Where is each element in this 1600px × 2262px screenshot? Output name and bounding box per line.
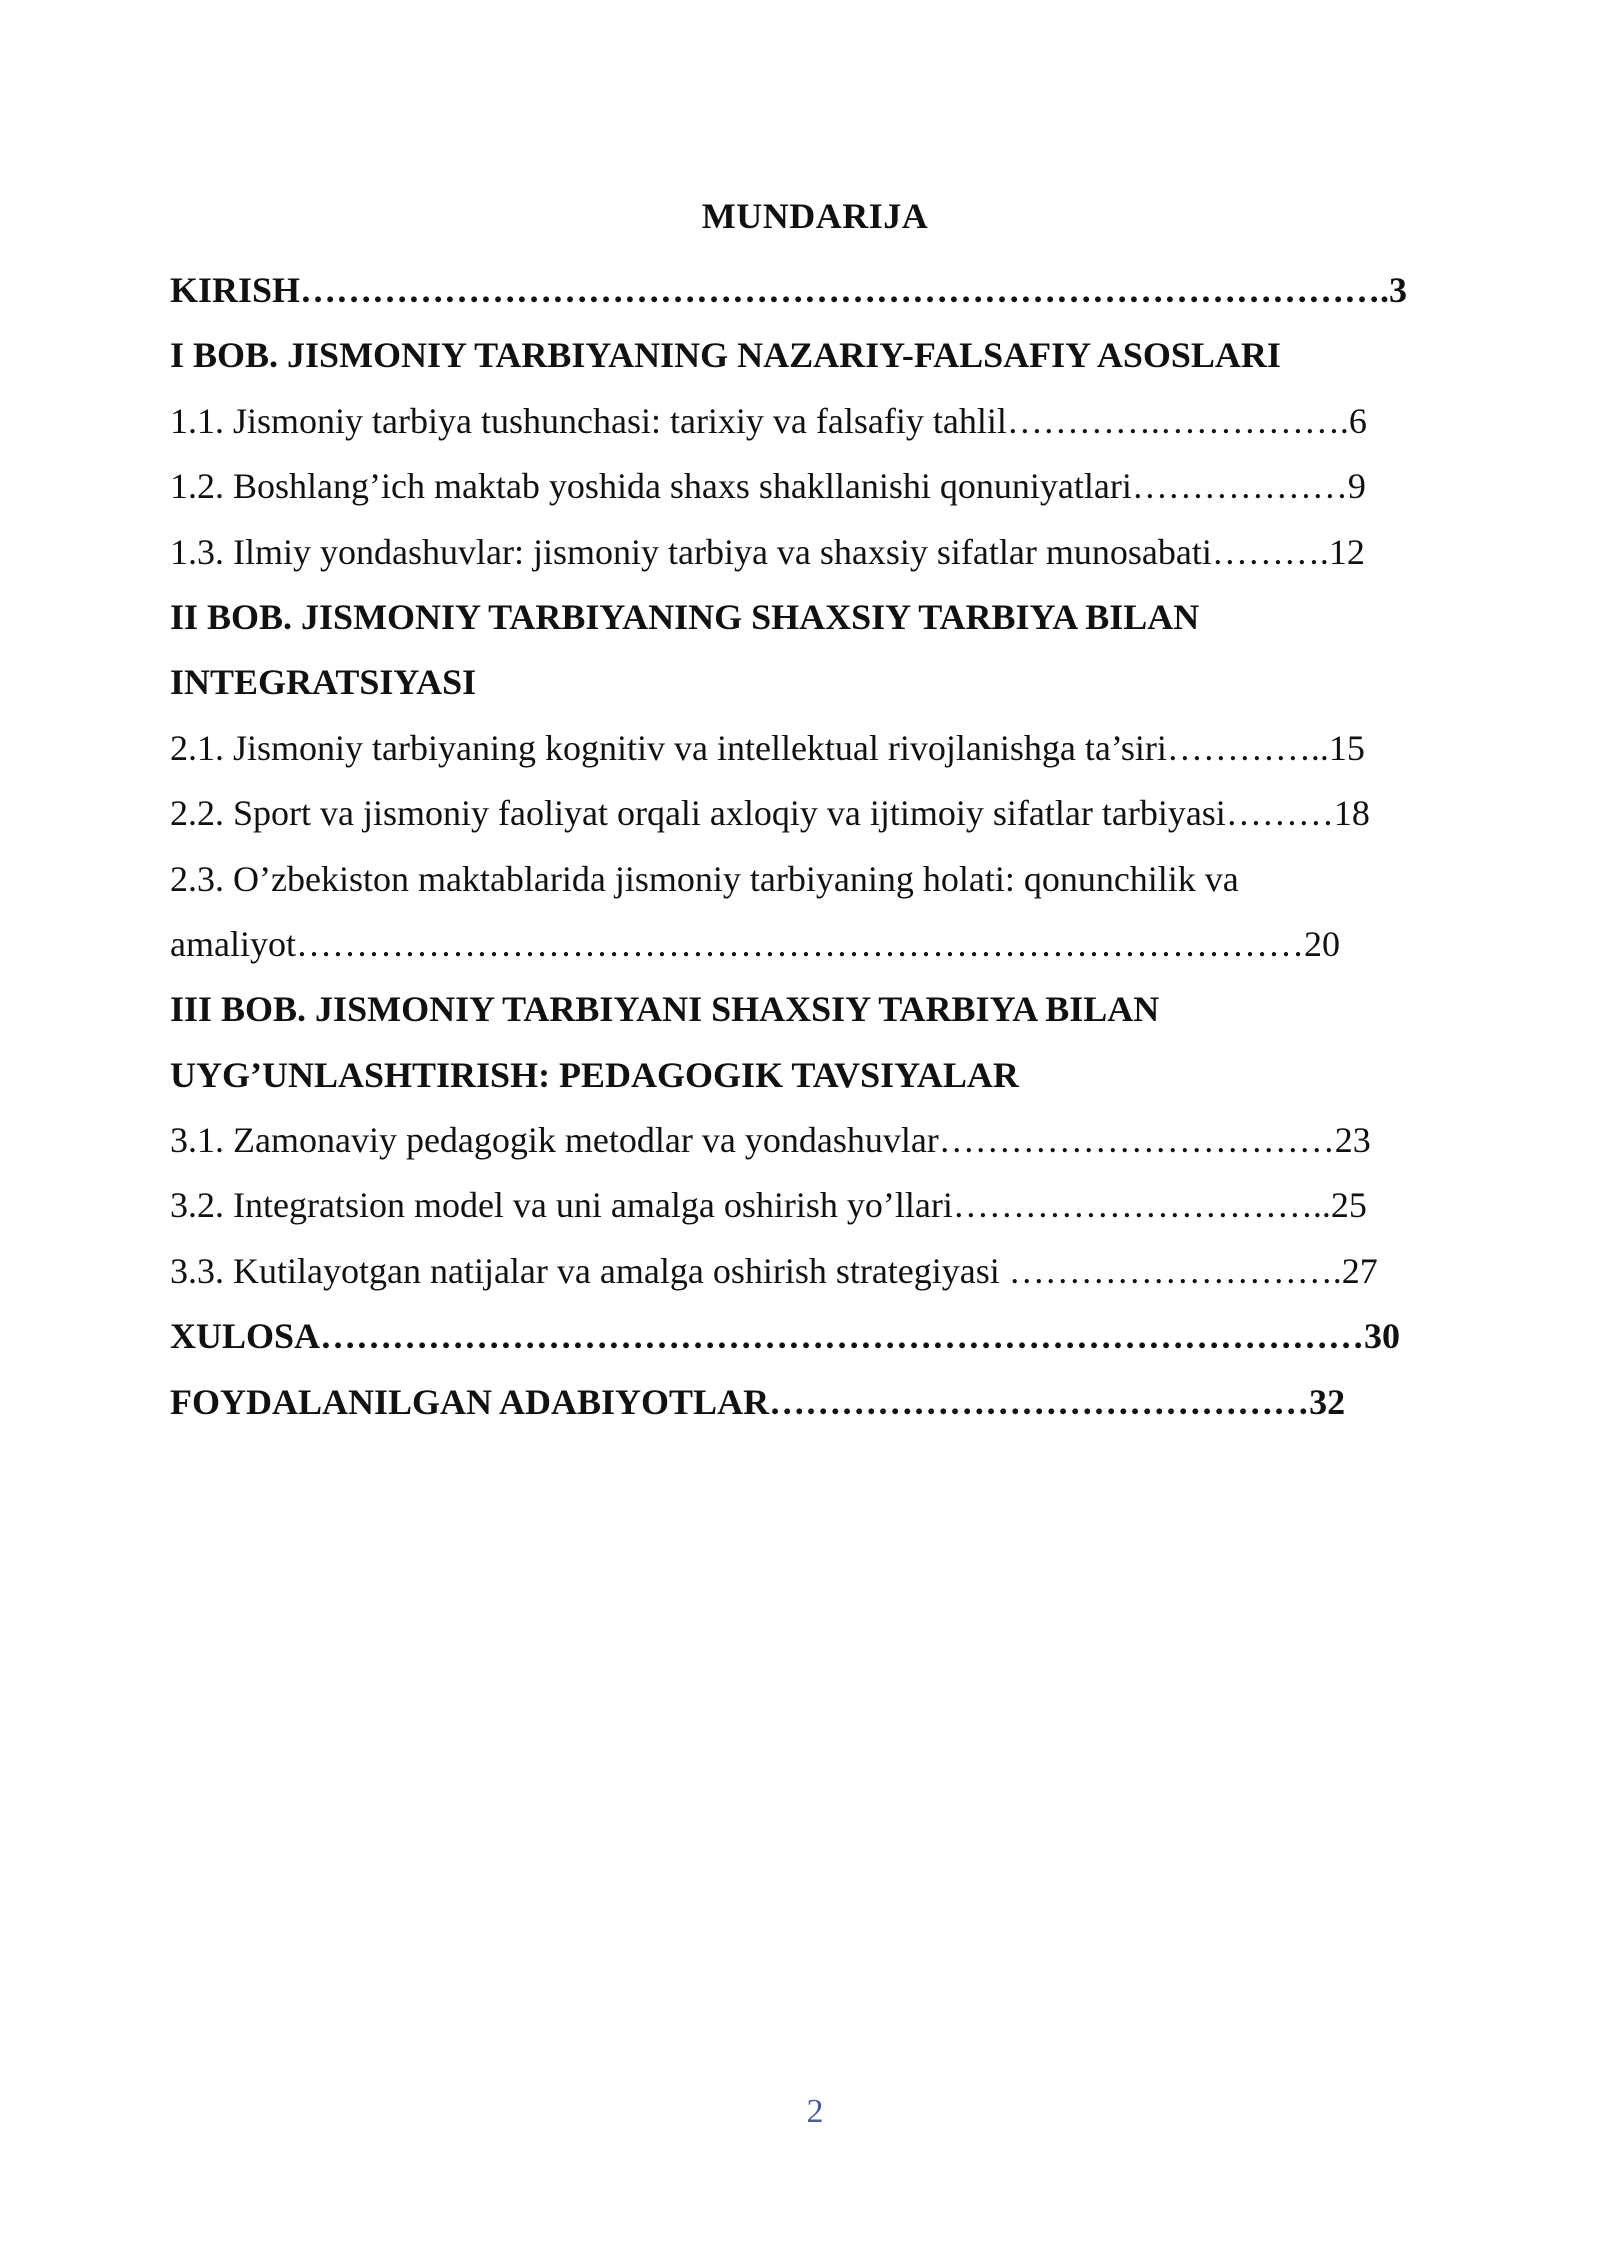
toc-chapter-2-title-line-1: II BOB. JISMONIY TARBIYANING SHAXSIY TARBIYA BILAN bbox=[170, 596, 1200, 637]
toc-entry-kirish: KIRISH……………………………………………………………………………….3 bbox=[170, 270, 1408, 310]
toc-chapter-3-title-line-2: UYG’UNLASHTIRISH: PEDAGOGIK TAVSIYALAR bbox=[170, 1054, 1019, 1095]
table-of-contents bbox=[170, 258, 1436, 1435]
toc-heading: MUNDARIJA bbox=[701, 196, 929, 236]
toc-entry-2-1: 2.1. Jismoniy tarbiyaning kognitiv va intellektual rivojlanishga ta’siri…………..15 bbox=[170, 727, 1365, 768]
toc-entry-3-1: 3.1. Zamonaviy pedagogik metodlar va yondashuvlar……………………………23 bbox=[170, 1120, 1371, 1161]
toc-entry-2-3-line-2: amaliyot…………………………………………………………………………20 bbox=[170, 923, 1340, 964]
page-number: 2 bbox=[806, 2093, 824, 2130]
toc-entry-xulosa: XULOSA……………………………………………………………………………30 bbox=[170, 1316, 1401, 1357]
toc-entry-1-2: 1.2. Boshlang’ich maktab yoshida shaxs shakllanishi qonuniyatlari………………9 bbox=[170, 466, 1366, 507]
toc-entry-1-1: 1.1. Jismoniy tarbiya tushunchasi: tarixiy va falsafiy tahlil………….…………….6 bbox=[170, 400, 1367, 441]
toc-entry-3-3: 3.3. Kutilayotgan natijalar va amalga oshirish strategiyasi ……………………….27 bbox=[170, 1250, 1378, 1291]
toc-chapter-3-title-line-1: III BOB. JISMONIY TARBIYANI SHAXSIY TARBIYA BILAN bbox=[170, 989, 1160, 1030]
toc-entry-2-2: 2.2. Sport va jismoniy faoliyat orqali axloqiy va ijtimoiy sifatlar tarbiyasi………18 bbox=[170, 793, 1370, 834]
toc-chapter-2-title-line-2: INTEGRATSIYASI bbox=[170, 662, 477, 703]
toc-entry-1-3: 1.3. Ilmiy yondashuvlar: jismoniy tarbiya va shaxsiy sifatlar munosabati……….12 bbox=[170, 531, 1365, 572]
toc-chapter-1-title: I BOB. JISMONIY TARBIYANING NAZARIY-FALSAFIY ASOSLARI bbox=[170, 335, 1281, 376]
toc-entry-references: FOYDALANILGAN ADABIYOTLAR………………………………………32 bbox=[170, 1381, 1346, 1422]
toc-entry-2-3-line-1: 2.3. O’zbekiston maktablarida jismoniy tarbiyaning holati: qonunchilik va bbox=[170, 858, 1239, 899]
toc-entry-3-2: 3.2. Integratsion model va uni amalga oshirish yo’llari…………………………..25 bbox=[170, 1185, 1367, 1226]
